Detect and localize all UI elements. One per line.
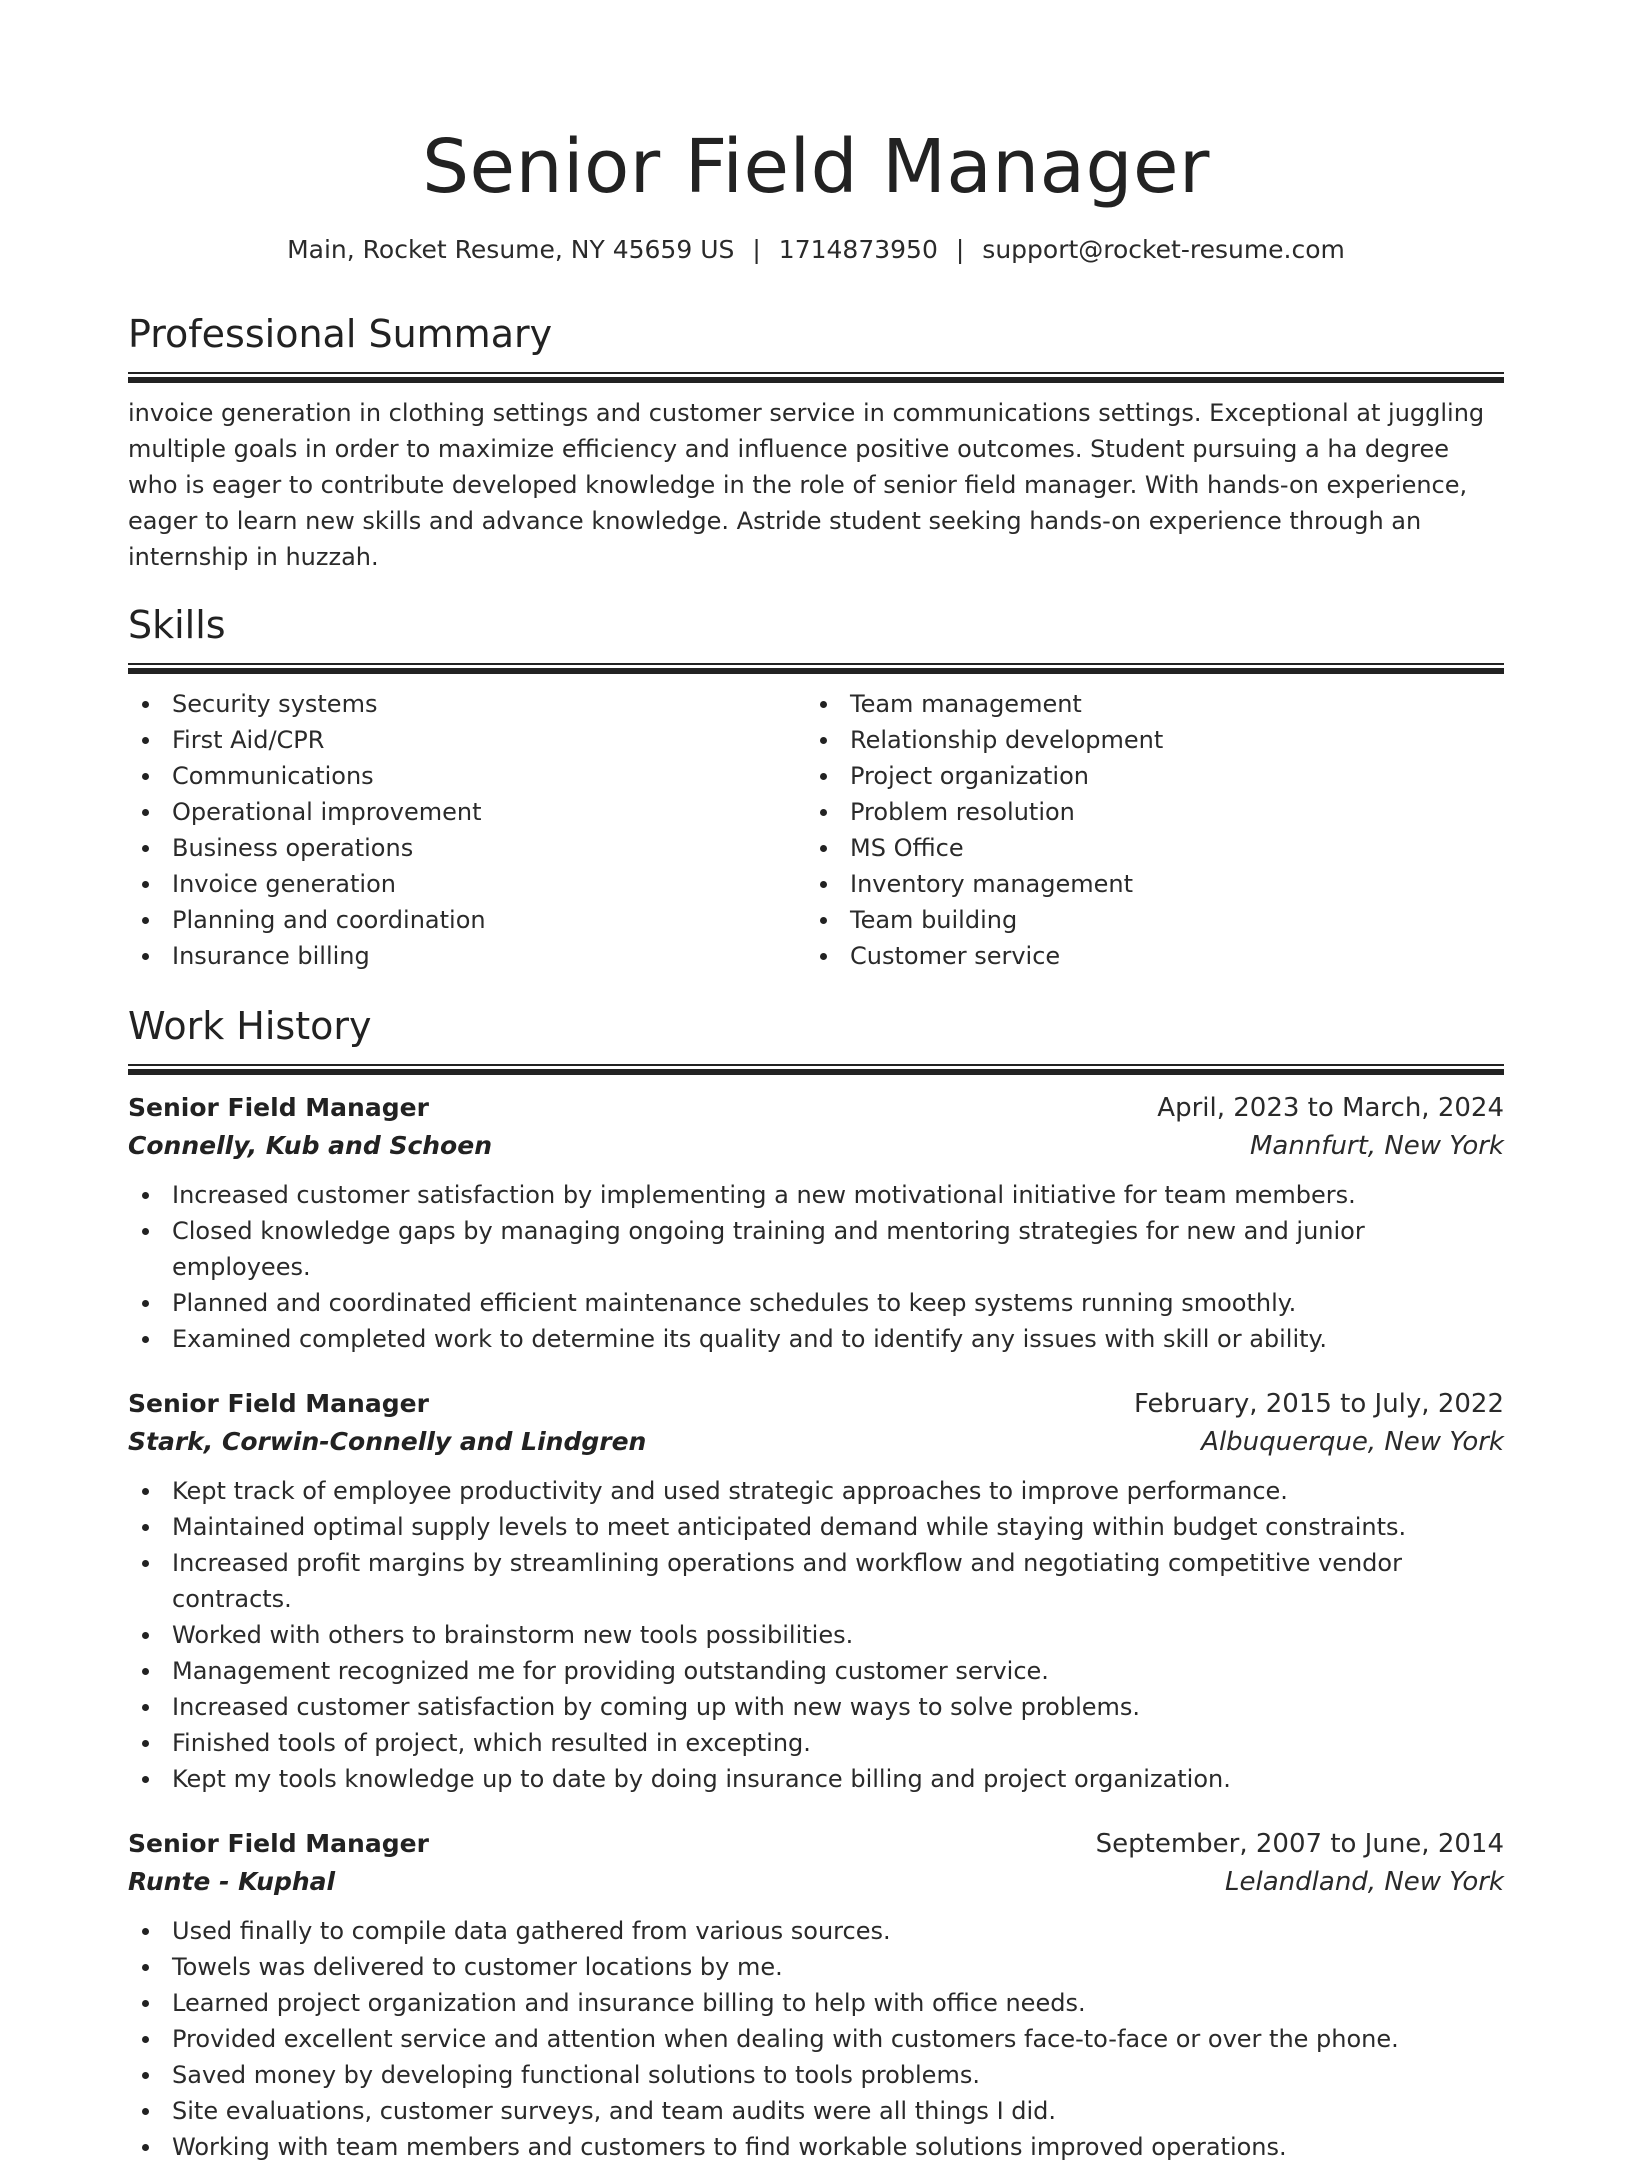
skill-item: Insurance billing <box>128 938 806 974</box>
job-bullet: Saved money by developing functional solutions to tools problems. <box>128 2057 1504 2093</box>
job-company: Runte - Kuphal <box>128 1867 336 1896</box>
job-bullets <box>128 1177 1504 1357</box>
job-bullet: Management recognized me for providing outstanding customer service. <box>128 1653 1504 1689</box>
section-title-work-history: Work History <box>128 1004 372 1048</box>
job-bullet: Provided excellent service and attention when dealing with customers face-to-face or over the phone. <box>128 2021 1504 2057</box>
job-bullet: Site evaluations, customer surveys, and team audits were all things I did. <box>128 2093 1504 2129</box>
job-header-row <box>128 1385 1504 1423</box>
skill-item: Communications <box>128 758 806 794</box>
resume-name: Senior Field Manager <box>422 124 1210 210</box>
job-bullet: Increased customer satisfaction by implementing a new motivational initiative for team members. <box>128 1177 1504 1213</box>
job-bullets <box>128 1473 1504 1797</box>
section-title-skills: Skills <box>128 603 226 647</box>
job-title: Senior Field Manager <box>128 1829 429 1858</box>
section-divider <box>128 663 1504 674</box>
job-bullet: Learned project organization and insurance billing to help with office needs. <box>128 1985 1504 2021</box>
skill-item: First Aid/CPR <box>128 722 806 758</box>
contact-separator: | <box>752 235 761 264</box>
job-company-row <box>128 1423 1504 1461</box>
contact-phone: 1714873950 <box>778 235 938 264</box>
job-bullet: Worked with others to brainstorm new tools possibilities. <box>128 1617 1504 1653</box>
job-company: Connelly, Kub and Schoen <box>128 1131 492 1160</box>
job-bullet: Kept track of employee productivity and used strategic approaches to improve performance. <box>128 1473 1504 1509</box>
section-title-summary: Professional Summary <box>128 312 553 356</box>
skill-item: Invoice generation <box>128 866 806 902</box>
skill-item: Security systems <box>128 686 806 722</box>
skill-item: Inventory management <box>806 866 1484 902</box>
job-title: Senior Field Manager <box>128 1389 429 1418</box>
contact-separator: | <box>955 235 965 264</box>
skill-item: Operational improvement <box>128 794 806 830</box>
skill-item: Customer service <box>806 938 1484 974</box>
contact-address: Main, Rocket Resume, NY 45659 US <box>287 235 735 264</box>
job-entry <box>128 1825 1504 2165</box>
job-location: Lelandland, New York <box>1225 1867 1504 1897</box>
job-bullets <box>128 1913 1504 2165</box>
job-entry <box>128 1089 1504 1357</box>
job-bullet: Examined completed work to determine its quality and to identify any issues with skill or ability. <box>128 1321 1504 1357</box>
job-dates: September, 2007 to June, 2014 <box>1095 1829 1504 1859</box>
skill-item: MS Office <box>806 830 1484 866</box>
section-divider <box>128 1064 1504 1075</box>
contact-line <box>128 234 1504 266</box>
job-bullet: Towels was delivered to customer locations by me. <box>128 1949 1504 1985</box>
job-company: Stark, Corwin-Connelly and Lindgren <box>128 1427 647 1456</box>
summary-text: invoice generation in clothing settings and customer service in communications settings. Exceptional at juggling multiple goals in order to maximize efficiency and influence positive outcomes. Student pursuing a ha degree who is eager to contribute developed knowledge in the role of senior field manager. With hands-on experience, eager to learn new skills and advance knowledge. Astride student seeking hands-on experience through an internship in huzzah. <box>128 399 1485 571</box>
job-dates: April, 2023 to March, 2024 <box>1157 1093 1504 1123</box>
skill-item: Team management <box>806 686 1484 722</box>
skill-item: Planning and coordination <box>128 902 806 938</box>
skill-item: Team building <box>806 902 1484 938</box>
job-bullet: Maintained optimal supply levels to meet anticipated demand while staying within budget constraints. <box>128 1509 1504 1545</box>
job-entry <box>128 1385 1504 1797</box>
job-location: Albuquerque, New York <box>1201 1427 1504 1457</box>
skill-item: Problem resolution <box>806 794 1484 830</box>
job-header-row <box>128 1089 1504 1127</box>
job-bullet: Finished tools of project, which resulted in excepting. <box>128 1725 1504 1761</box>
job-location: Mannfurt, New York <box>1249 1131 1504 1161</box>
job-bullet: Kept my tools knowledge up to date by doing insurance billing and project organization. <box>128 1761 1504 1797</box>
skill-item: Project organization <box>806 758 1484 794</box>
job-bullet: Increased customer satisfaction by coming up with new ways to solve problems. <box>128 1689 1504 1725</box>
job-bullet: Planned and coordinated efficient maintenance schedules to keep systems running smoothly. <box>128 1285 1504 1321</box>
job-company-row <box>128 1863 1504 1901</box>
skills-columns <box>128 686 1504 974</box>
section-divider <box>128 372 1504 383</box>
skills-list-left <box>128 686 806 974</box>
contact-email: support@rocket-resume.com <box>982 235 1345 264</box>
job-company-row <box>128 1127 1504 1165</box>
job-bullet: Closed knowledge gaps by managing ongoing training and mentoring strategies for new and junior employees. <box>128 1213 1504 1285</box>
job-bullet: Used finally to compile data gathered from various sources. <box>128 1913 1504 1949</box>
skills-list-right <box>806 686 1484 974</box>
job-bullet: Increased profit margins by streamlining operations and workflow and negotiating competitive vendor contracts. <box>128 1545 1504 1617</box>
skill-item: Relationship development <box>806 722 1484 758</box>
skill-item: Business operations <box>128 830 806 866</box>
resume-page <box>128 0 1504 2165</box>
job-bullet: Working with team members and customers to find workable solutions improved operations. <box>128 2129 1504 2165</box>
job-dates: February, 2015 to July, 2022 <box>1134 1389 1504 1419</box>
job-title: Senior Field Manager <box>128 1093 429 1122</box>
job-header-row <box>128 1825 1504 1863</box>
